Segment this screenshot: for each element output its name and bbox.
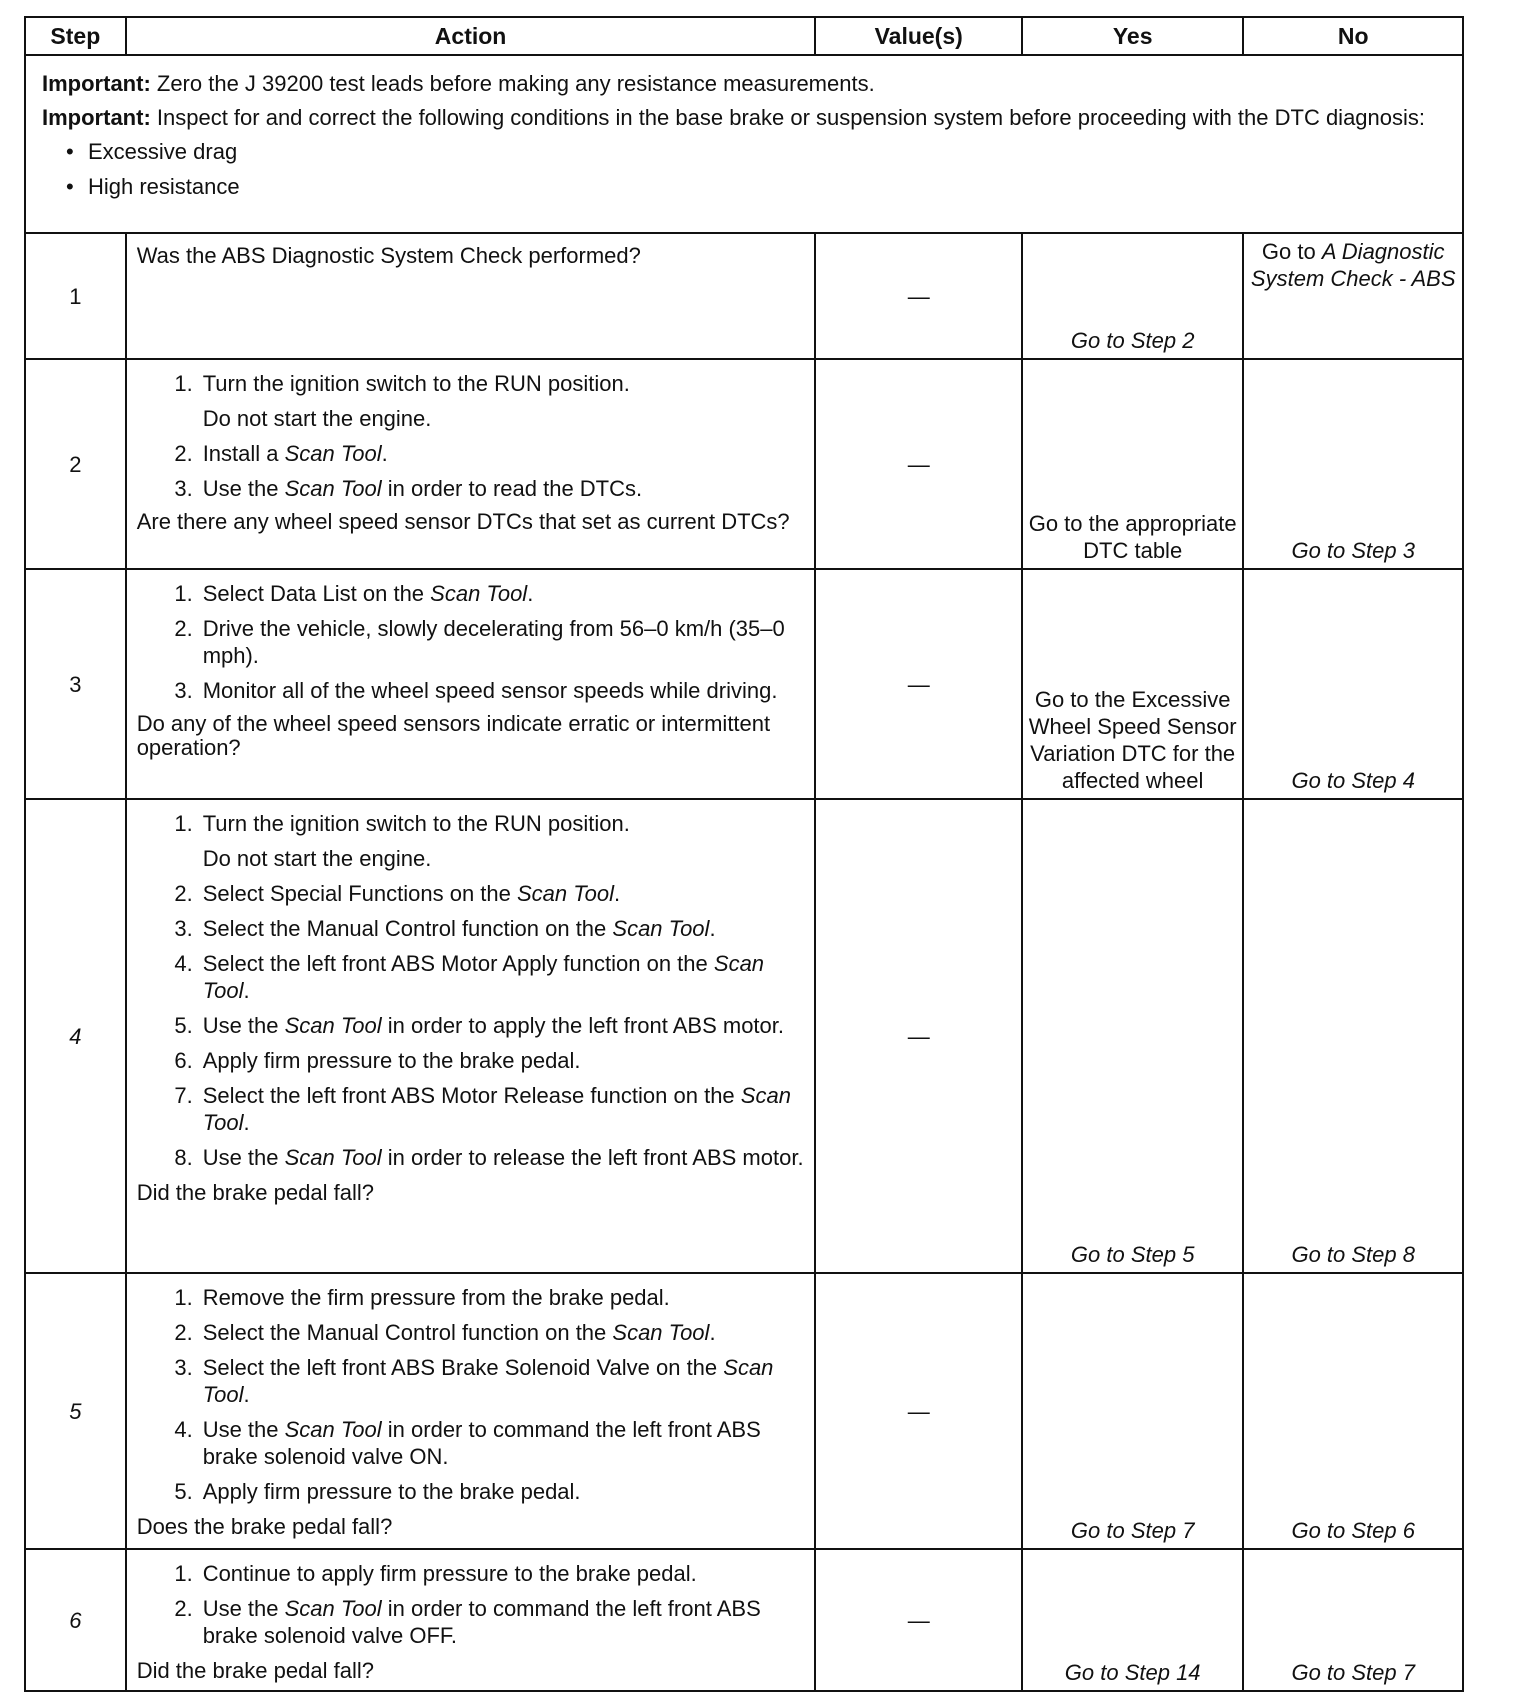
item-text: Drive the vehicle, slowly decelerating from 56–0 km/h (35–0 mph).	[202, 616, 785, 668]
list-item	[137, 1354, 805, 1408]
item-number: 4.	[174, 1417, 193, 1442]
table-row	[25, 233, 1463, 359]
item-text: Select the left front ABS Brake Solenoid Valve on the	[202, 1355, 724, 1380]
step-number-cell	[25, 1273, 126, 1549]
list-item: • High resistance	[66, 173, 1446, 200]
scan-tool-ref: Scan Tool	[284, 441, 382, 466]
item-number: 5.	[174, 1013, 193, 1038]
step-question: Did the brake pedal fall?	[136, 1180, 374, 1205]
item-text: in order to read the DTCs.	[381, 476, 643, 501]
step-question: Do any of the wheel speed sensors indicate erratic or intermittent operation?	[136, 711, 771, 760]
item-number: 1.	[174, 811, 193, 836]
step-number: 6	[69, 1607, 82, 1633]
scan-tool-ref: Scan Tool	[612, 1320, 710, 1345]
item-text: .	[381, 441, 388, 466]
item-text: Monitor all of the wheel speed sensor speeds while driving.	[202, 678, 778, 703]
scan-tool-ref: Scan Tool	[202, 1083, 791, 1135]
item-text: Turn the ignition switch to the RUN position.	[202, 371, 630, 396]
scan-tool-ref: Scan Tool	[284, 1145, 382, 1170]
step-number-cell	[25, 799, 126, 1273]
item-number: 6.	[174, 1048, 193, 1073]
item-text: in order to release the left front ABS motor.	[381, 1145, 804, 1170]
header-row	[25, 17, 1463, 55]
table-row	[25, 799, 1463, 1273]
important-text: Inspect for and correct the following conditions in the base brake or suspension system before proceeding with the DTC diagnosis:	[150, 105, 1426, 130]
no-cell: Go to Step 8	[1243, 799, 1463, 1273]
item-note: Do not start the engine.	[202, 406, 432, 431]
action-cell	[126, 799, 816, 1273]
table-row	[25, 1273, 1463, 1549]
item-text: Continue to apply firm pressure to the brake pedal.	[202, 1561, 697, 1586]
item-text: .	[243, 1382, 250, 1407]
list-item	[137, 810, 805, 872]
item-text: .	[527, 581, 534, 606]
item-number: 8.	[174, 1145, 193, 1170]
item-text: Use the	[202, 1417, 285, 1442]
no-cell: Go to Step 6	[1243, 1273, 1463, 1549]
action-cell	[126, 1273, 816, 1549]
item-number: 3.	[174, 678, 193, 703]
item-number: 1.	[174, 1561, 193, 1586]
item-text: in order to command the left front ABS brake solenoid valve ON.	[202, 1417, 761, 1469]
no-cell: Go to Step 3	[1243, 359, 1463, 569]
yes-cell: Go to Step 14	[1022, 1549, 1244, 1691]
value-cell: —	[815, 359, 1021, 569]
item-text: Select the left front ABS Motor Apply function on the	[202, 951, 714, 976]
item-number: 3.	[174, 916, 193, 941]
step-question: Did the brake pedal fall?	[136, 1658, 374, 1683]
list-item	[137, 1047, 805, 1074]
item-text: .	[243, 1110, 250, 1135]
item-text: Apply firm pressure to the brake pedal.	[202, 1048, 581, 1073]
header-values: Value(s)	[815, 17, 1021, 55]
item-number: 2.	[174, 1596, 193, 1621]
list-item	[137, 1144, 805, 1171]
header-action: Action	[126, 17, 816, 55]
list-item	[137, 615, 805, 669]
action-cell	[126, 1549, 816, 1691]
step-number-cell	[25, 359, 126, 569]
item-number: 3.	[174, 476, 193, 501]
yes-cell: Go to Step 5	[1022, 799, 1244, 1273]
value-cell: —	[815, 1549, 1021, 1691]
step-number-cell	[25, 233, 126, 359]
list-item: • Excessive drag	[66, 138, 1446, 165]
yes-cell: Go to Step 2	[1022, 233, 1244, 359]
list-item	[137, 475, 805, 502]
list-item	[137, 440, 805, 467]
step-question: Does the brake pedal fall?	[136, 1514, 393, 1539]
list-item	[137, 1478, 805, 1505]
item-text: Turn the ignition switch to the RUN position.	[202, 811, 630, 836]
item-text: in order to command the left front ABS brake solenoid valve OFF.	[202, 1596, 761, 1648]
action-list	[137, 580, 805, 704]
value-cell: —	[815, 1273, 1021, 1549]
no-reference: A Diagnostic System Check - ABS	[1250, 239, 1456, 291]
list-item	[137, 1012, 805, 1039]
item-text: Select the left front ABS Motor Release function on the	[202, 1083, 741, 1108]
list-item	[137, 1319, 805, 1346]
item-text: .	[709, 916, 716, 941]
no-cell: Go to Step 4	[1243, 569, 1463, 799]
item-number: 2.	[174, 616, 193, 641]
item-number: 7.	[174, 1083, 193, 1108]
yes-cell: Go to the Excessive Wheel Speed Sensor Variation DTC for the affected wheel	[1022, 569, 1244, 799]
list-item	[137, 580, 805, 607]
list-item	[137, 1284, 805, 1311]
important-text: Zero the J 39200 test leads before making any resistance measurements.	[150, 71, 875, 96]
item-text: Use the	[202, 1145, 285, 1170]
step-question: Are there any wheel speed sensor DTCs that set as current DTCs?	[136, 509, 790, 534]
action-list	[137, 1560, 805, 1649]
value-cell: —	[815, 233, 1021, 359]
item-number: 3.	[174, 1355, 193, 1380]
list-item	[137, 1595, 805, 1649]
step-number-cell	[25, 569, 126, 799]
item-number: 2.	[174, 1320, 193, 1345]
step-question: Was the ABS Diagnostic System Check performed?	[136, 243, 641, 268]
action-cell	[126, 359, 816, 569]
item-number: 2.	[174, 441, 193, 466]
item-text: Select Data List on the	[202, 581, 431, 606]
table-row	[25, 569, 1463, 799]
yes-cell: Go to the appropriate DTC table	[1022, 359, 1244, 569]
no-prefix: Go to	[1261, 239, 1322, 264]
step-number: 5	[69, 1398, 82, 1424]
step-number: 1	[69, 283, 82, 309]
scan-tool-ref: Scan Tool	[284, 1013, 382, 1038]
scan-tool-ref: Scan Tool	[284, 476, 382, 501]
list-item	[137, 370, 805, 432]
item-text: .	[709, 1320, 716, 1345]
important-label: Important:	[42, 71, 151, 96]
scan-tool-ref: Scan Tool	[612, 916, 710, 941]
list-item	[137, 915, 805, 942]
step-number: 2	[69, 451, 82, 477]
item-number: 1.	[174, 1285, 193, 1310]
important-label: Important:	[42, 105, 151, 130]
item-number: 1.	[174, 581, 193, 606]
item-text: Select the Manual Control function on the	[202, 1320, 613, 1345]
scan-tool-ref: Scan Tool	[284, 1596, 382, 1621]
diagnostic-table-sheet	[24, 16, 1464, 1692]
list-item	[137, 1082, 805, 1136]
item-text: .	[614, 881, 621, 906]
scan-tool-ref: Scan Tool	[202, 951, 765, 1003]
action-list	[137, 810, 805, 1171]
yes-cell: Go to Step 7	[1022, 1273, 1244, 1549]
item-text: Use the	[202, 476, 285, 501]
list-item	[137, 950, 805, 1004]
important-row	[25, 55, 1463, 233]
item-text: Select the Manual Control function on the	[202, 916, 613, 941]
table-row	[25, 1549, 1463, 1691]
step-number: 3	[69, 671, 82, 697]
item-note: Do not start the engine.	[202, 846, 432, 871]
no-cell	[1243, 233, 1463, 359]
step-number-cell	[25, 1549, 126, 1691]
header-yes: Yes	[1022, 17, 1244, 55]
item-text: Use the	[202, 1596, 285, 1621]
important-note-2	[42, 105, 1446, 130]
item-text: Select Special Functions on the	[202, 881, 517, 906]
item-text: Apply firm pressure to the brake pedal.	[202, 1479, 581, 1504]
item-text: in order to apply the left front ABS motor.	[381, 1013, 784, 1038]
item-number: 5.	[174, 1479, 193, 1504]
action-cell	[126, 569, 816, 799]
item-text: Remove the firm pressure from the brake pedal.	[202, 1285, 670, 1310]
scan-tool-ref: Scan Tool	[430, 581, 528, 606]
table-row	[25, 359, 1463, 569]
important-notes	[25, 55, 1463, 233]
item-text: .	[243, 978, 250, 1003]
list-item	[137, 677, 805, 704]
value-cell: —	[815, 799, 1021, 1273]
scan-tool-ref: Scan Tool	[516, 881, 615, 906]
list-item	[137, 1560, 805, 1587]
list-item	[137, 1416, 805, 1470]
value-cell: —	[815, 569, 1021, 799]
item-text: Install a	[202, 441, 285, 466]
step-number: 4	[69, 1023, 82, 1049]
header-step: Step	[25, 17, 126, 55]
scan-tool-ref: Scan Tool	[202, 1355, 774, 1407]
important-note-1	[42, 70, 1446, 97]
action-list	[137, 370, 805, 502]
scan-tool-ref: Scan Tool	[284, 1417, 382, 1442]
no-cell: Go to Step 7	[1243, 1549, 1463, 1691]
condition-list	[42, 138, 1446, 200]
item-number: 4.	[174, 951, 193, 976]
diagnostic-table	[24, 16, 1464, 1692]
item-text: Use the	[202, 1013, 285, 1038]
item-number: 1.	[174, 371, 193, 396]
item-number: 2.	[174, 881, 193, 906]
action-list	[137, 1284, 805, 1505]
list-item	[137, 880, 805, 907]
action-cell	[126, 233, 816, 359]
header-no: No	[1243, 17, 1463, 55]
